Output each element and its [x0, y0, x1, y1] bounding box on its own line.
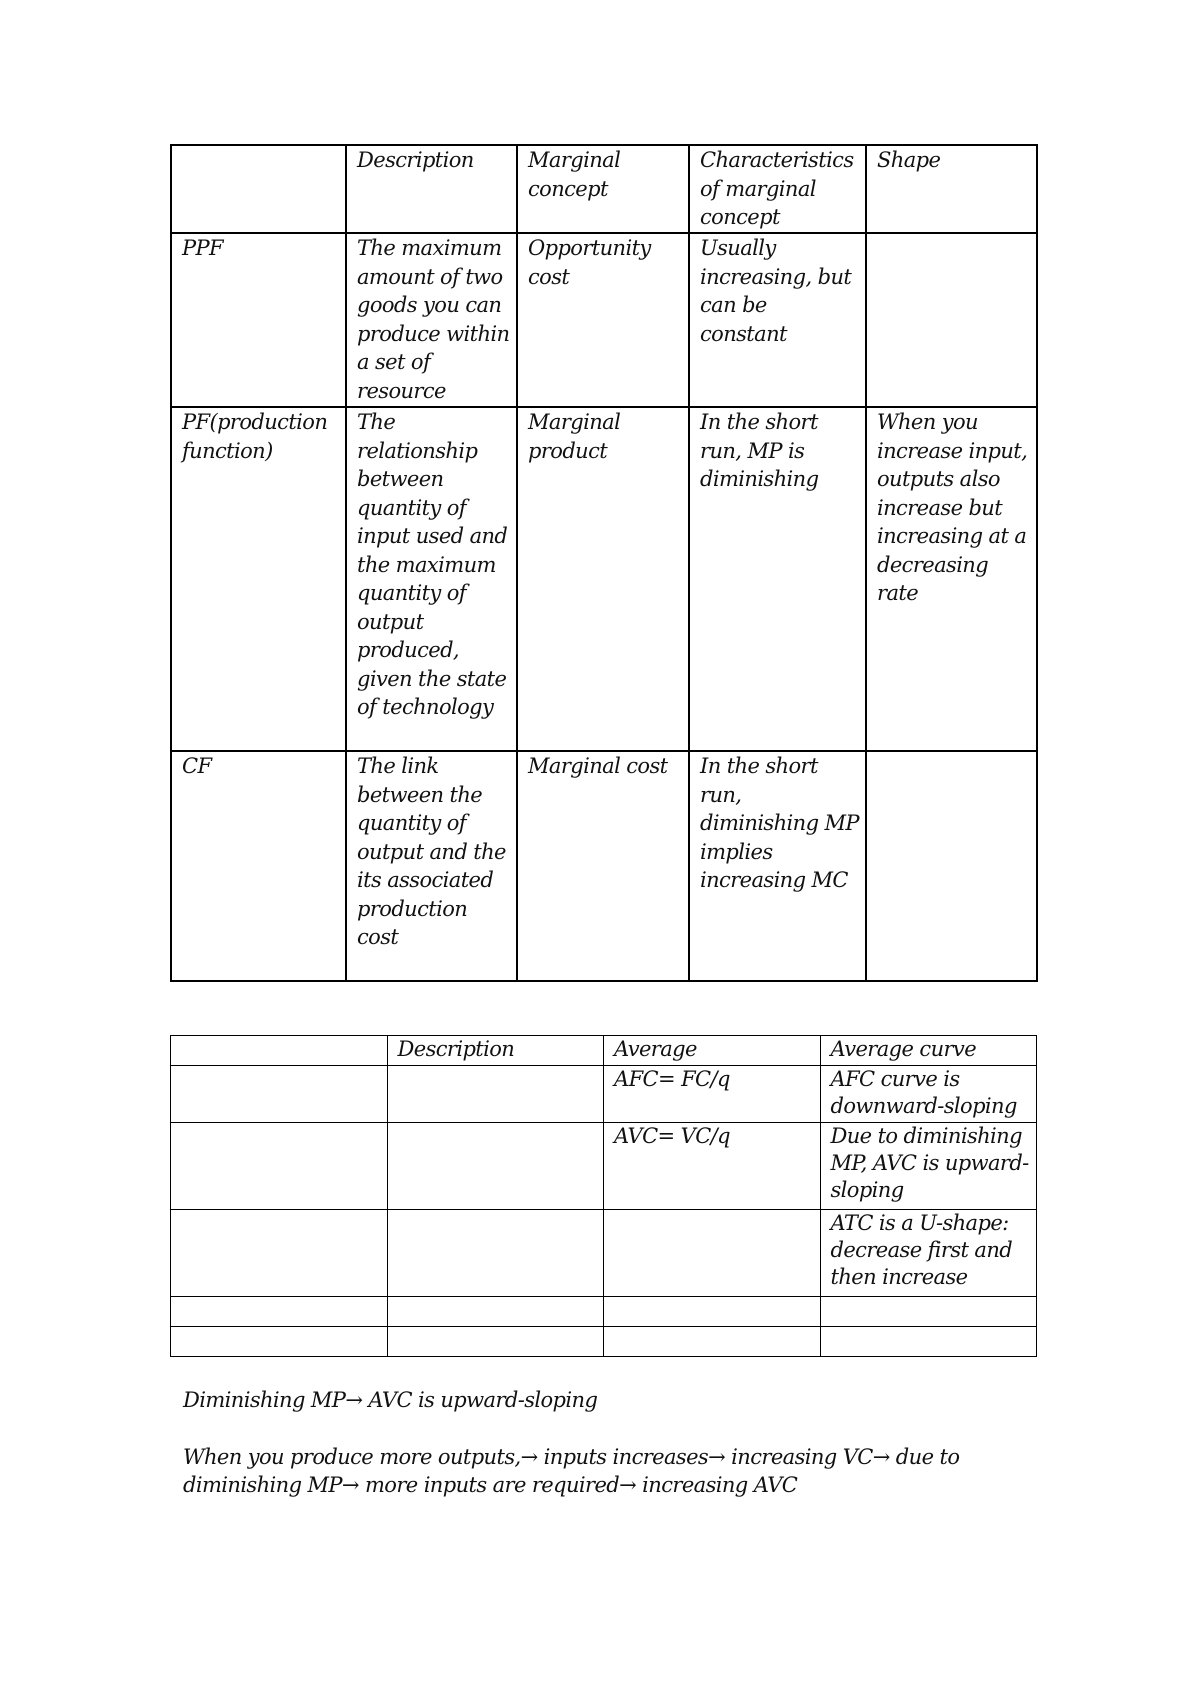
table-cell: [171, 1210, 388, 1297]
table-cell: [171, 145, 346, 233]
table-row: [171, 751, 1037, 981]
table-cell: Due to diminishing MP, AVC is upward-sloping: [820, 1123, 1037, 1210]
table-cell: [171, 1036, 388, 1066]
note-text: When you produce more outputs,→ inputs increases→ increasing VC→ due to: [183, 1445, 960, 1469]
table-cell: Marginal cost: [517, 751, 689, 981]
table-cell: [387, 1297, 604, 1327]
header-description: Description: [387, 1036, 604, 1066]
table-row: [171, 1210, 1037, 1297]
row-label: PF(production function): [171, 407, 346, 751]
table-cell: [604, 1297, 821, 1327]
average-cost-table: [170, 1035, 1037, 1357]
table-cell: [171, 1297, 388, 1327]
note-paragraph: [183, 1443, 959, 1499]
table-cell: [171, 1327, 388, 1357]
header-characteristics: Characteristics of marginal concept: [689, 145, 866, 233]
note-text: diminishing MP→ more inputs are required→ increasing AVC: [183, 1473, 798, 1497]
header-average: Average: [604, 1036, 821, 1066]
header-shape: Shape: [866, 145, 1037, 233]
table-cell: [171, 1066, 388, 1123]
table-cell: AFC curve is downward-sloping: [820, 1066, 1037, 1123]
table-cell: When you increase input, outputs also increase but increasing at a decreasing rate: [866, 407, 1037, 751]
table-header-row: [171, 145, 1037, 233]
header-marginal-concept: Marginal concept: [517, 145, 689, 233]
table-row: [171, 1327, 1037, 1357]
marginal-concepts-table: [170, 144, 1038, 982]
table-cell: [604, 1210, 821, 1297]
row-label: PPF: [171, 233, 346, 407]
table-cell: [866, 751, 1037, 981]
table-row: [171, 1066, 1037, 1123]
table-cell: [171, 1123, 388, 1210]
table-cell: [866, 233, 1037, 407]
table-row: [171, 407, 1037, 751]
note-line: [183, 1386, 597, 1414]
note-text: Diminishing MP→ AVC is upward-sloping: [183, 1388, 598, 1412]
table-row: [171, 1123, 1037, 1210]
table-cell: Usually increasing, but can be constant: [689, 233, 866, 407]
table-header-row: [171, 1036, 1037, 1066]
table-cell: AFC= FC/q: [604, 1066, 821, 1123]
table-cell: [604, 1327, 821, 1357]
table-cell: Marginal product: [517, 407, 689, 751]
row-label: CF: [171, 751, 346, 981]
table-cell: In the short run, MP is diminishing: [689, 407, 866, 751]
table-row: [171, 233, 1037, 407]
table-cell: ATC is a U-shape: decrease first and then increase: [820, 1210, 1037, 1297]
table-row: [171, 1297, 1037, 1327]
header-description: Description: [346, 145, 517, 233]
table-cell: The maximum amount of two goods you can produce within a set of resource: [346, 233, 517, 407]
table-cell: [820, 1297, 1037, 1327]
table-cell: AVC= VC/q: [604, 1123, 821, 1210]
table-cell: [387, 1123, 604, 1210]
table-cell: The link between the quantity of output and the its associated production cost: [346, 751, 517, 981]
table-cell: [387, 1066, 604, 1123]
table-cell: Opportunity cost: [517, 233, 689, 407]
table-cell: In the short run, diminishing MP implies increasing MC: [689, 751, 866, 981]
table-cell: The relationship between quantity of input used and the maximum quantity of output produced, given the state of technology: [346, 407, 517, 751]
table-cell: [387, 1210, 604, 1297]
header-average-curve: Average curve: [820, 1036, 1037, 1066]
table-cell: [820, 1327, 1037, 1357]
table-cell: [387, 1327, 604, 1357]
